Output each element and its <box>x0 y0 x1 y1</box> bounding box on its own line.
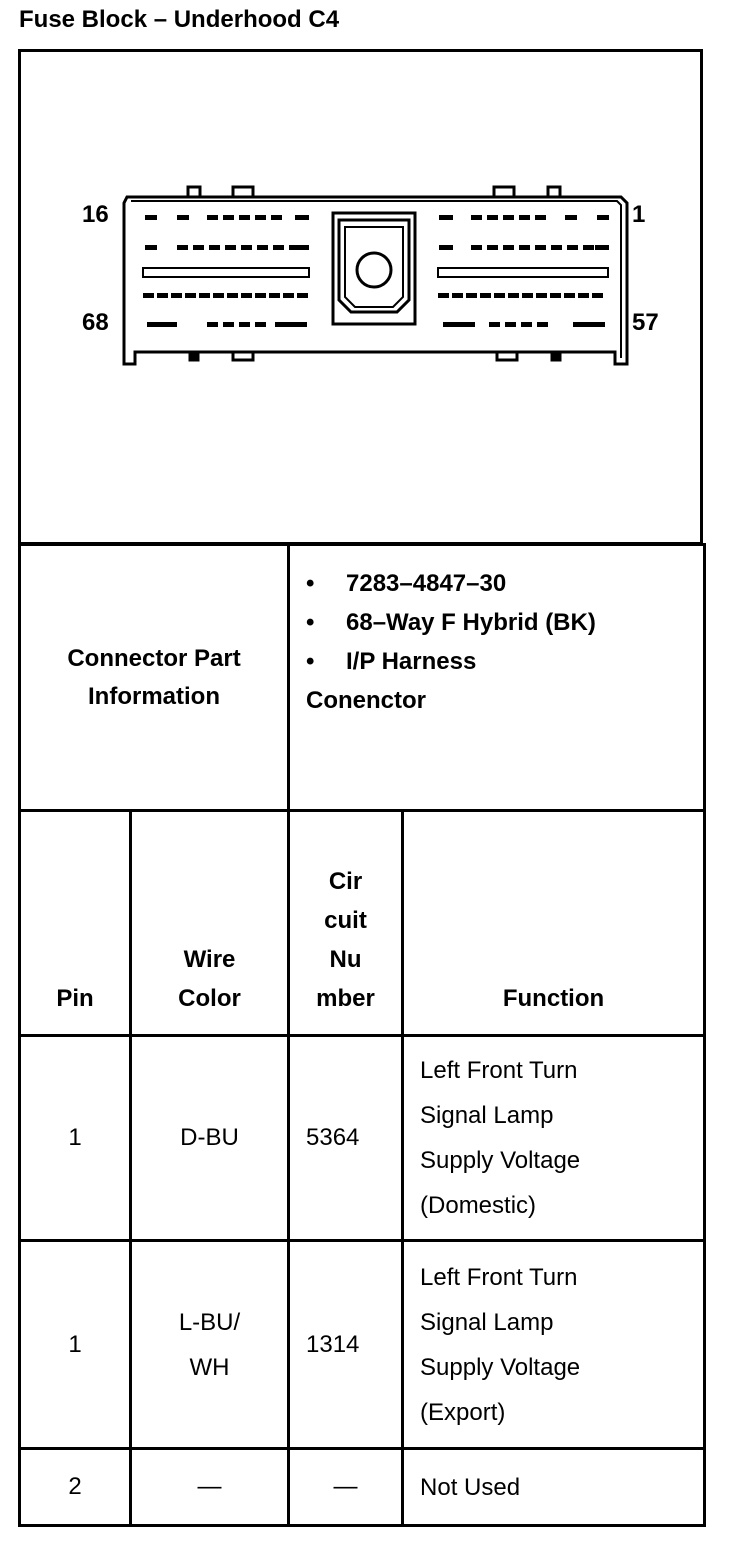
pin-cavity <box>535 245 546 250</box>
pin-cavity <box>522 293 533 298</box>
table-row <box>20 1036 705 1241</box>
pin-cavity <box>536 293 547 298</box>
header-wire-color: Wire Color <box>131 811 289 1036</box>
pin-cavity <box>564 293 575 298</box>
pin-cavity <box>438 293 449 298</box>
pin-cell: 2 <box>20 1449 131 1526</box>
pin-cavity <box>225 245 236 250</box>
pin-cavity <box>519 215 530 220</box>
pin-cavity <box>443 322 475 327</box>
wire-color-cell: — <box>131 1449 289 1526</box>
circuit-cell: 1314 <box>289 1241 403 1449</box>
pin-cavity <box>157 293 168 298</box>
pin-cavity <box>145 245 157 250</box>
function-cell: Left Front Turn Signal Lamp Supply Voltage (Export) <box>403 1241 705 1449</box>
pin-cavity <box>239 322 250 327</box>
pin-cavity <box>452 293 463 298</box>
pin-cavity <box>171 293 182 298</box>
pin-cavity <box>241 293 252 298</box>
table-header-row <box>20 811 705 1036</box>
pin-cavity <box>466 293 477 298</box>
pin-label-57: 57 <box>632 309 659 336</box>
wire-color-cell: D-BU <box>131 1036 289 1241</box>
pin-cavity <box>535 215 546 220</box>
harness-name-continuation: Conenctor <box>306 687 427 714</box>
pin-cavity <box>565 215 577 220</box>
pin-cavity <box>550 293 561 298</box>
pin-cavity <box>255 322 266 327</box>
header-function: Function <box>403 811 705 1036</box>
pin-cavity <box>592 293 603 298</box>
pin-cavity <box>297 293 308 298</box>
pin-cavity <box>295 245 309 250</box>
harness-name: • I/P Harness <box>306 648 477 675</box>
pin-cavity <box>273 245 284 250</box>
pin-cavity <box>213 293 224 298</box>
pin-cavity <box>494 293 505 298</box>
pin-cavity <box>487 245 498 250</box>
pin-cavity <box>283 293 294 298</box>
pin-cavity <box>209 245 220 250</box>
pin-cavity <box>269 293 280 298</box>
pin-cavity <box>537 322 548 327</box>
pin-cavity <box>145 215 157 220</box>
pin-label-16: 16 <box>82 201 109 228</box>
pin-cavity <box>207 322 218 327</box>
pin-cavity <box>578 293 589 298</box>
pin-cavities <box>143 215 609 327</box>
pin-cavity <box>271 215 282 220</box>
pin-cavity <box>573 322 605 327</box>
connector-diagram <box>18 49 703 545</box>
pin-cavity <box>255 293 266 298</box>
connector-type: • 68–Way F Hybrid (BK) <box>306 609 596 636</box>
pin-cavity <box>207 215 218 220</box>
pin-cavity <box>505 322 516 327</box>
pin-cavity <box>597 215 609 220</box>
pin-cavity <box>177 215 189 220</box>
pin-cavity <box>503 245 514 250</box>
pin-cell: 1 <box>20 1036 131 1241</box>
pin-cavity <box>239 215 250 220</box>
pin-cavity <box>439 215 453 220</box>
pin-cavity <box>480 293 491 298</box>
part-number: • 7283–4847–30 <box>306 570 507 597</box>
pin-cavity <box>143 293 154 298</box>
pin-cavity <box>489 322 500 327</box>
pin-cavity <box>177 245 188 250</box>
circuit-cell: 5364 <box>289 1036 403 1241</box>
pin-cavity <box>257 245 268 250</box>
pin-cavity <box>503 215 514 220</box>
pin-cavity <box>185 293 196 298</box>
function-cell: Not Used <box>403 1449 705 1526</box>
pin-cavity <box>147 322 177 327</box>
header-pin: Pin <box>20 811 131 1036</box>
pin-cavity <box>508 293 519 298</box>
wire-color-cell: L-BU/ WH <box>131 1241 289 1449</box>
pin-cavity <box>471 245 482 250</box>
pin-cavity <box>583 245 594 250</box>
connector-part-details <box>289 545 705 811</box>
pin-cavity <box>193 245 204 250</box>
pin-cavity <box>275 322 307 327</box>
pin-label-1: 1 <box>632 201 646 228</box>
table-row <box>20 1241 705 1449</box>
connector-part-label: Connector Part Information <box>20 545 289 811</box>
pin-cavity <box>487 215 498 220</box>
pin-cavity <box>255 215 266 220</box>
pin-cavity <box>471 215 482 220</box>
connector-face-drawing <box>21 52 700 542</box>
pin-cavity <box>199 293 210 298</box>
connector-part-row <box>20 545 705 811</box>
circuit-cell: — <box>289 1449 403 1526</box>
header-circuit-number: Cir cuit Nu mber <box>289 811 403 1036</box>
pin-cavity <box>223 215 234 220</box>
pin-cavity <box>223 322 234 327</box>
pin-cavity <box>295 215 309 220</box>
pin-cavity <box>439 245 453 250</box>
pin-cavity <box>227 293 238 298</box>
page-title: Fuse Block – Underhood C4 <box>19 6 340 33</box>
pin-label-68: 68 <box>82 309 109 336</box>
table-row <box>20 1449 705 1526</box>
pin-cavity <box>567 245 578 250</box>
connector-info-table <box>18 543 706 1527</box>
pin-cell: 1 <box>20 1241 131 1449</box>
pin-cavity <box>521 322 532 327</box>
pin-cavity <box>241 245 252 250</box>
function-cell: Left Front Turn Signal Lamp Supply Voltage (Domestic) <box>403 1036 705 1241</box>
pin-cavity <box>551 245 562 250</box>
pin-cavity <box>595 245 609 250</box>
pin-cavity <box>519 245 530 250</box>
